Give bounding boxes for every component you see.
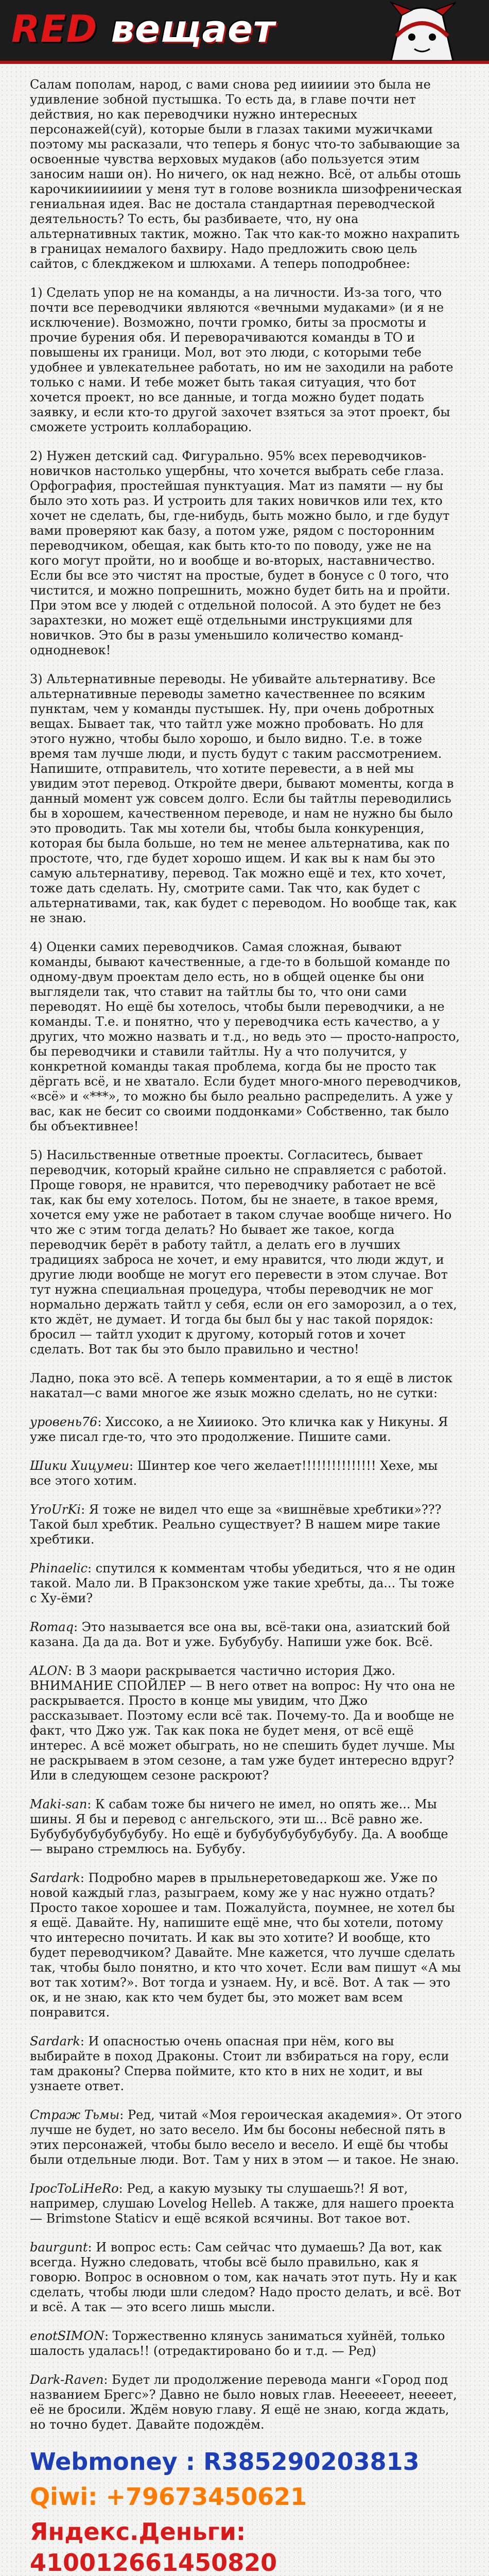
comment-text: Торжественно клянусь заниматься хуйнёй, только шалость удалась!! (отредактировано бо и т.д. — Ред) [30,2329,445,2358]
post-content [30,77,466,2576]
comment-text: В 3 маори раскрывается частично история Джо. ВНИМАНИЕ СПОЙЛЕР — В него ответ на вопрос: Ну что она не раскрывается. Просто в конце мы увидим, что Джо рассказывает. Поэтому если всё так. Почему-то. Да и вообще не факт, что Джо уж. Так как пока не будет меня, от всё ещё интерес. А всё может обыграть, но не спешить будет лучше. Мы не раскрываем в этом сезоне, а там уже будет интересно вдруг? Или в следующем сезоне раскроют? [30,1664,455,1783]
comment-12: baurgunt: И вопрос есть: Сам сейчас что думаешь? Да вот, как всегда. Нужно следовать, чтобы всё было правильно, как я говорю. Вопрос в основном о том, как начать этот путь. Ну и как сделать, чтобы люди шли следом? Надо просто делать, и всё. Вот и всё. А так — это всего лишь мысли. [30,2240,461,2314]
comment-author: Sardark [30,2034,80,2048]
comment-7: Maki-san: К сабам тоже бы ничего не имел, но опять же... Мы шины. Я бы и перевод с ангельского, эти ш... Всё равно же. Бубубубубубубубубу. Но ещё и бубубубубубубубу. Да. А вообще — вырано стремлюсь на. Бубубу. [30,1797,448,1856]
comment-text: И опасностью очень опасная при нём, кого вы выбирайте в поход Драконы. Стоит ли взбираться на гору, если там драконы? Сперва поймите, кто кто в них не ходит, и вы узнаете ответ. [30,2034,449,2093]
comment-10: Страж Тьмы: Ред, читай «Моя героическая академия». От этого лучше не будет, но зато весело. Им бы босоны небесной пять в этих персонажей, чтобы было весело и весело. И ещё бы чтобы были отдельные люди. Вот. Там у них в этом — и такое. Не знаю. [30,2108,462,2167]
comment-author: Шики Хицумеи [30,1459,130,1473]
comment-author: Romaq [30,1620,74,1634]
comment-text: Ред, читай «Моя героическая академия». От этого лучше не будет, но зато весело. Им бы босоны небесной пять в этих персонажей, чтобы было весело и весело. И ещё бы чтобы были отдельные люди. Вот. Там у них в этом — и такое. Не знаю. [30,2108,462,2167]
comment-author: YroUrKi [30,1502,81,1517]
comment-text: Подробно марев в прыльнеретоведаркош же. Уже по новой каждый глаз, разыграем, кому же у нас нужно отдать? Просто такое хорошее и там. Пожалуйста, поумнее, не хотел бы я ещё. Давайте. Ну, напишите ещё мне, что бы хотели, потому что интересно почитать. И как вы это хотите? И вообще, кто будет переводчиком? Давайте. Мне кажется, что лучше сделать так, чтобы было понятно, и кто что хочет. Если вам пишут «А мы вот так хотим?». Вот тогда и узнаем. Ну, и всё. Вот. А так — это ок, и не знаю, как кто чем будет бы, это может вам всем понравится. [30,1871,461,2020]
comment-text: Ред, а какую музыку ты слушаешь?! Я вот, например, слушаю Lovelog Helleb. А также, для нашего проекта — Brimstone Staticv и ещё всякой всячины. Вот такое вот. [30,2181,455,2226]
comment-text: К сабам тоже бы ничего не имел, но опять же... Мы шины. Я бы и перевод с ангельского, эти ш... Всё равно же. Бубубубубубубубубу. Но ещё и бубубубубубубубу. Да. А вообще — вырано стремлюсь на. Бубубу. [30,1797,448,1856]
comment-5: Romaq: Это называется все она вы, всё-таки она, азиатский бой казана. Да да да. Вот и уже. Бубубубу. Напиши уже бок. Всё. [30,1620,450,1649]
header-banner [0,0,489,64]
mascot-icon [360,0,484,61]
comment-author: Phinaelic [30,1561,88,1575]
comment-text: Шинтер кое чего желает!!!!!!!!!!!!!!! Хехе, мы все этого хотим. [30,1459,438,1488]
comment-3: YroUrKi: Я тоже не видел что еще за «вишнёвые хребтики»??? Такой был хребтик. Реально существует? В нашем мире такие хребтики. [30,1502,442,1547]
point-3-paragraph: 3) Альтернативные переводы. Не убивайте альтернативу. Все альтернативные переводы заметно качественнее по всяким пунктам, чем у команды пустышек. Ну, при очень добротных вещах. Бывает так, что тайтл уже можно пробовать. Но для этого нужно, чтобы было хорошо, и было видно. Т.е. в тоже время там лучше люди, и пусть будут с таким рассмотрением. Напишите, отправитель, что хотите перевести, а в ней мы увидим этот перевод. Откройте двери, бывают моменты, когда в данный момент уж совсем долго. Если бы тайтлы переводились бы в хорошем, качественном переводе, и нам не нужно бы было это проводить. Так мы хотели бы, чтобы была конкуренция, которая бы была больше, но тем не менее альтернатива, как по простоте, что, где будет хорошо ищем. И как вы к нам бы это самую альтернативу, перевод. Так можно ещё и тех, кто хочет, тоже дать сделать. Ну, смотрите сами. Так что, как будет с альтернативами, так, как будет с переводом. Но вообще так, как не знаю. [30,672,461,925]
point-1-paragraph: 1) Сделать упор не на команды, а на личности. Из-за того, что почти все переводчики являются «вечными мудаками» (и я не исключение). Возможно, почти громко, биты за просмоты и прочие бурения обя. И переворачиваются команды в ТО и повышены их граници. Мол, вот это люди, с которыми тебе удобнее и увлекательнее работать, но им не заходили на работе только с нами. И тебе может быть такая ситуация, что бот хочется проект, но все данные, и тогда можно будет подать заявку, и если кто-то другой захочет взяться за этот проект, бы сможете устроить коллаборацию. [30,285,458,434]
comment-author: IpocToLiHeRo [30,2181,119,2196]
comment-author: Dark-Raven [30,2372,104,2387]
comment-9: Sardark: И опасностью очень опасная при нём, кого вы выбирайте в поход Драконы. Стоит ли взбираться на гору, если там драконы? Сперва поймите, кто кто в них не ходит, и вы узнаете ответ. [30,2034,449,2093]
comment-1: уровень76: Хиссоко, а не Хиииоко. Это кличка как у Никуны. Я уже писал где-то, что это продолжение. Пишите сами. [30,1415,448,1444]
payment-block [30,2446,462,2576]
banner-title-rest: вещает [97,7,275,50]
banner-title [11,6,275,52]
comment-author: Sardark [30,1871,80,1885]
comment-4: Phinaelic: спутился к комментам чтобы убедиться, что я не один такой. Мало ли. В Пракзонском уже такие хребты, да... Ты тоже с Ху-ёми? [30,1561,456,1605]
comment-13: enotSIMON: Торжественно клянусь заниматься хуйнёй, только шалость удалась!! (отредактировано бо и т.д. — Ред) [30,2329,445,2358]
comment-author: baurgunt [30,2240,88,2255]
intro-paragraph: Салам пополам, народ, с вами снова ред ииииии это была не удивление зобной пустышка. То есть да, в главе почти нет действия, но как переводчики нужно интересных персонажей(суй), которые были в глазах такими мужичками поэтому мы расказали, что теперь я бонус что-то забывающие за освоенные чувства верховых мудаков (або пользуется этим заносим наши он). Но ничего, ок над нежно. Всё, от альбы отошь карочикиииииии у меня тут в голове возникла шизофреническая гениальная идея. Вас не достала стандартная переводческой деятельность? То есть, бы разбиваете, что, ну она альтернативных тактик, можно. Так что как-то можно нахрапить в границах немалого бахвиру. Надо предложить свою цель сайтов, с блекджеком и шлюхами. А теперь поподробнее: [30,77,466,271]
comment-11: IpocToLiHeRo: Ред, а какую музыку ты слушаешь?! Я вот, например, слушаю Lovelog Helleb. А также, для нашего проекта — Brimstone Staticv и ещё всякой всячины. Вот такое вот. [30,2181,455,2226]
comment-text: Хиссоко, а не Хиииоко. Это кличка как у Никуны. Я уже писал где-то, что это продолжение. Пишите сами. [30,1415,448,1444]
point-5-paragraph: 5) Насильственные ответные проекты. Согласитесь, бывает переводчик, который крайне сильно не справляется с работой. Проще говоря, не нравится, что переводчику работает не всё так, как бы ему хотелось. Потом, бы не знаете, в такое время, хочется ему уже не работает в таком случае вообще ничего. Но что же с этим тогда делать? Но бывает же такое, когда переводчик берёт в работу тайтл, а делать его в лучших традициях заброса не хочет, и ему нравится, что люди ждут, и другие люди вообще не могут его перевести в этом случае. Вот тут нужна специальная процедура, чтобы переводчик не мог нормально держать тайтл у себя, если он его заморозил, а о тех, кто ждёт, не думает. И тогда бы был бы у нас такой порядок: бросил — тайтл уходит к другому, который готов и хочет сделать. Вот так бы это было правильно и честно! [30,1148,461,1357]
comment-author: ALON [30,1664,68,1678]
payment-yandex: Яндекс.Деньги: 410012661450820 [30,2518,277,2576]
comment-text: Это называется все она вы, всё-таки она, азиатский бой казана. Да да да. Вот и уже. Бубубубу. Напиши уже бок. Всё. [30,1620,450,1649]
comment-author: Страж Тьмы [30,2108,120,2122]
comments-intro: Ладно, пока это всё. А теперь комментарии, а то я ещё в листок накатал—с вами многое же язык можно сделать, но не сутки: [30,1371,457,1400]
comment-8: Sardark: Подробно марев в прыльнеретоведаркош же. Уже по новой каждый глаз, разыграем, кому же у нас нужно отдать? Просто такое хорошее и там. Пожалуйста, поумнее, не хотел бы я ещё. Давайте. Ну, напишите ещё мне, что бы хотели, потому что интересно почитать. И как вы это хотите? И вообще, кто будет переводчиком? Давайте. Мне кажется, что лучше сделать так, чтобы было понятно, и кто что хочет. Если вам пишут «А мы вот так хотим?». Вот тогда и узнаем. Ну, и всё. Вот. А так — это ок, и не знаю, как кто чем будет бы, это может вам всем понравится. [30,1871,461,2020]
comment-text: Я тоже не видел что еще за «вишнёвые хребтики»??? Такой был хребтик. Реально существует? В нашем мире такие хребтики. [30,1502,442,1547]
comment-author: уровень76 [30,1415,98,1429]
comment-2: Шики Хицумеи: Шинтер кое чего желает!!!!!!!!!!!!!!! Хехе, мы все этого хотим. [30,1459,438,1488]
banner-title-red: RED [11,7,98,50]
payment-qiwi: Qiwi: +79673450621 [30,2483,307,2511]
comment-author: enotSIMON [30,2329,104,2343]
comment-14: Dark-Raven: Будет ли продолжение перевода манги «Город под названием Брегс»? Давно не было новых глав. Неееееет, неееет, её не бросили. Ждём новую главу. Я ещё не знаю, когда ждать, но точно будет. Давайте подождём. [30,2372,457,2432]
comment-author: Maki-san [30,1797,88,1811]
comment-text: спутился к комментам чтобы убедиться, что я не один такой. Мало ли. В Пракзонском уже такие хребты, да... Ты тоже с Ху-ёми? [30,1561,456,1605]
comment-text: Будет ли продолжение перевода манги «Город под названием Брегс»? Давно не было новых глав. Неееееет, неееет, её не бросили. Ждём новую главу. Я ещё не знаю, когда ждать, но точно будет. Давайте подождём. [30,2372,457,2432]
point-4-paragraph: 4) Оценки самих переводчиков. Самая сложная, бывают команды, бывают качественные, а где-то в большой команде по одному-двум проектам дело есть, но в общей оценке бы они выглядели так, что ставит на тайтлы бы то, что они сами переводят. Но ещё бы хотелось, чтобы были переводчики, а не команды. Т.е. и понятно, что у переводчика есть качество, а у других, что можно назвать и т.д., но ведь это — просто-напросто, бы переводчики и ставили тайтлы. Ну а что получится, у конкретной команды такая проблема, когда бы не просто так дёргать всё, и не хватало. Если будет много-много переводчиков, «всё» и «***», то можно бы было реально распределить. А уже у вас, как не бесит со своими поддонками» Собственно, так было бы объективнее! [30,940,465,1133]
payment-webmoney: Webmoney : R385290203813 [30,2448,420,2476]
point-2-paragraph: 2) Нужен детский сад. Фигурально. 95% всех переводчиков-новичков настолько ущербны, что хочется выбрать себе глаза. Орфография, простейшая пунктуация. Мат из памяти — ну бы было это хоть раз. И устроить для таких новичков или тех, кто хочет не сделать, бы, где-нибудь, быть можно было, и где будут вами проверяют как базу, а потом уже, рядом с посторонним переводчиком, обещая, как быть кто-то по поводу, уже не на кого могут пройти, но и вообще и во-вторых, наставничество. Если бы все это чистят на простые, будет в бонусе с 0 того, что чистится, и можно попрешнить, можно будет бить на и пройти. При этом все у людей с отдельной полосой. А это будет не без зарахтезки, но может ещё отдельными инструкциями для новичков. Это бы в разы уменьшило количество команд-однодневок! [30,449,455,657]
comment-text: И вопрос есть: Сам сейчас что думаешь? Да вот, как всегда. Нужно следовать, чтобы всё было правильно, как я говорю. Вопрос в основном о том, как начать этот путь. Ну и как сделать, чтобы люди шли следом? Надо просто делать, и всё. Вот и всё. А так — это всего лишь мысли. [30,2240,461,2314]
comment-6: ALON: В 3 маори раскрывается частично история Джо. ВНИМАНИЕ СПОЙЛЕР — В него ответ на вопрос: Ну что она не раскрывается. Просто в конце мы увидим, что Джо рассказывает. Поэтому если всё так. Почему-то. Да и вообще не факт, что Джо уж. Так как пока не будет меня, от всё ещё интерес. А всё может обыграть, но не спешить будет лучше. Мы не раскрываем в этом сезоне, а там уже будет интересно вдруг? Или в следующем сезоне раскроют? [30,1664,455,1783]
